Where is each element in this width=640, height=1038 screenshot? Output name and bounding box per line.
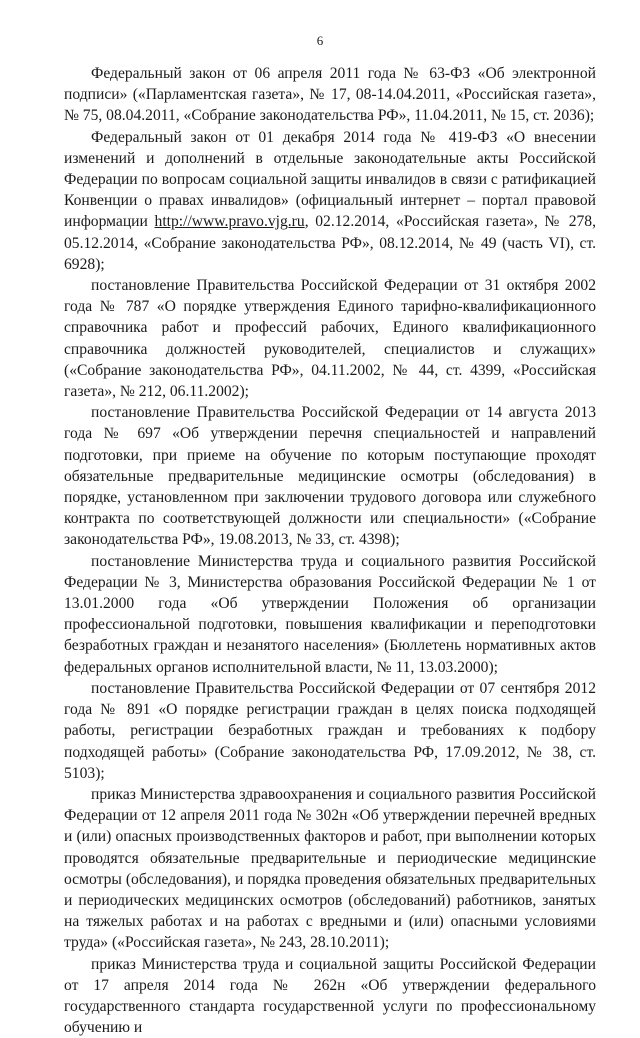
paragraph-order-302n: приказ Министерства здравоохранения и социального развития Российской Федерации от 12 апреля 2011 года № 302н «Об утверждении перечней вредных и (или) опасных производственных факторов и работ, при выполнении которых проводятся обязательные предварительные и периодические медицинские осмотры (обследования), и порядка проведения обязательных предварительных и периодических медицинских осмотров (обследований) работников, занятых на тяжелых работах и на работах с вредными и (или) опасными условиями труда» («Российская газета», № 243, 28.10.2011); [64,785,596,952]
document-body [64,63,596,1038]
paragraph-federal-law-63: Федеральный закон от 06 апреля 2011 года № 63-ФЗ «Об электронной подписи» («Парламентская газета», № 17, 08-14.04.2011, «Российская газета», № 75, 08.04.2011, «Собрание законодательства РФ», 11.04.2011, № 15, ст. 2036); [64,65,596,125]
paragraph-text-before-link: Федеральный закон от 01 декабря 2014 года № 419-ФЗ «О внесении изменений и дополнений в отдельные законодательные акты Российской Федерации по вопросам социальной защиты инвалидов в связи с ратификацией Конвенции о правах инвалидов» (официальный интернет – портал правовой информации [64,128,596,231]
paragraph-resolution-891: постановление Правительства Российской Федерации от 07 сентября 2012 года № 891 «О порядке регистрации граждан в целях поиска подходящей работы, регистрации безработных граждан и требованиях к подбору подходящей работы» (Собрание законодательства РФ, 17.09.2012, № 38, ст. 5103); [64,679,596,782]
paragraph-order-262n: приказ Министерства труда и социальной защиты Российской Федерации от 17 апреля 2014 года № 262н «Об утверждении федерального государственного стандарта государственной услуги по профессиональному обучению и [64,955,596,1037]
paragraph-resolution-787: постановление Правительства Российской Федерации от 31 октября 2002 года № 787 «О порядке утверждения Единого тарифно-квалификационного справочника работ и профессий рабочих, Единого квалификационного справочника должностей руководителей, специалистов и служащих» («Собрание законодательства РФ», 04.11.2002, № 44, ст. 4399, «Российская газета», № 212, 06.11.2002); [64,277,596,401]
page-number: 6 [316,33,324,48]
paragraph-resolution-mintrud-3: постановление Министерства труда и социального развития Российской Федерации № 3, Министерства образования Российской Федерации № 1 от 13.01.2000 года «Об утверждении Положения об организации профессиональной подготовки, повышения квалификации и переподготовки безработных граждан и незанятого населения» (Бюллетень нормативных актов федеральных органов исполнительной власти, № 11, 13.03.2000); [64,552,596,676]
paragraph-resolution-697: постановление Правительства Российской Федерации от 14 августа 2013 года № 697 «Об утверждении перечня специальностей и направлений подготовки, при приеме на обучение по которым поступающие проходят обязательные предварительные медицинские осмотры (обследования) в порядке, установленном при заключении трудового договора или служебного контракта по соответствующей должности или специальности» («Собрание законодательства РФ», 19.08.2013, № 33, ст. 4398); [64,404,596,549]
paragraph-federal-law-419 [64,127,596,275]
paragraph-text-after-link: , 02.12.2014, «Российская газета», № 278, 05.12.2014, «Собрание законодательства РФ», 08.12.2014, № 49 (часть VI), ст. 6928); [64,213,596,273]
pravo-link[interactable]: http://www.pravo.vjg.ru [154,213,305,231]
